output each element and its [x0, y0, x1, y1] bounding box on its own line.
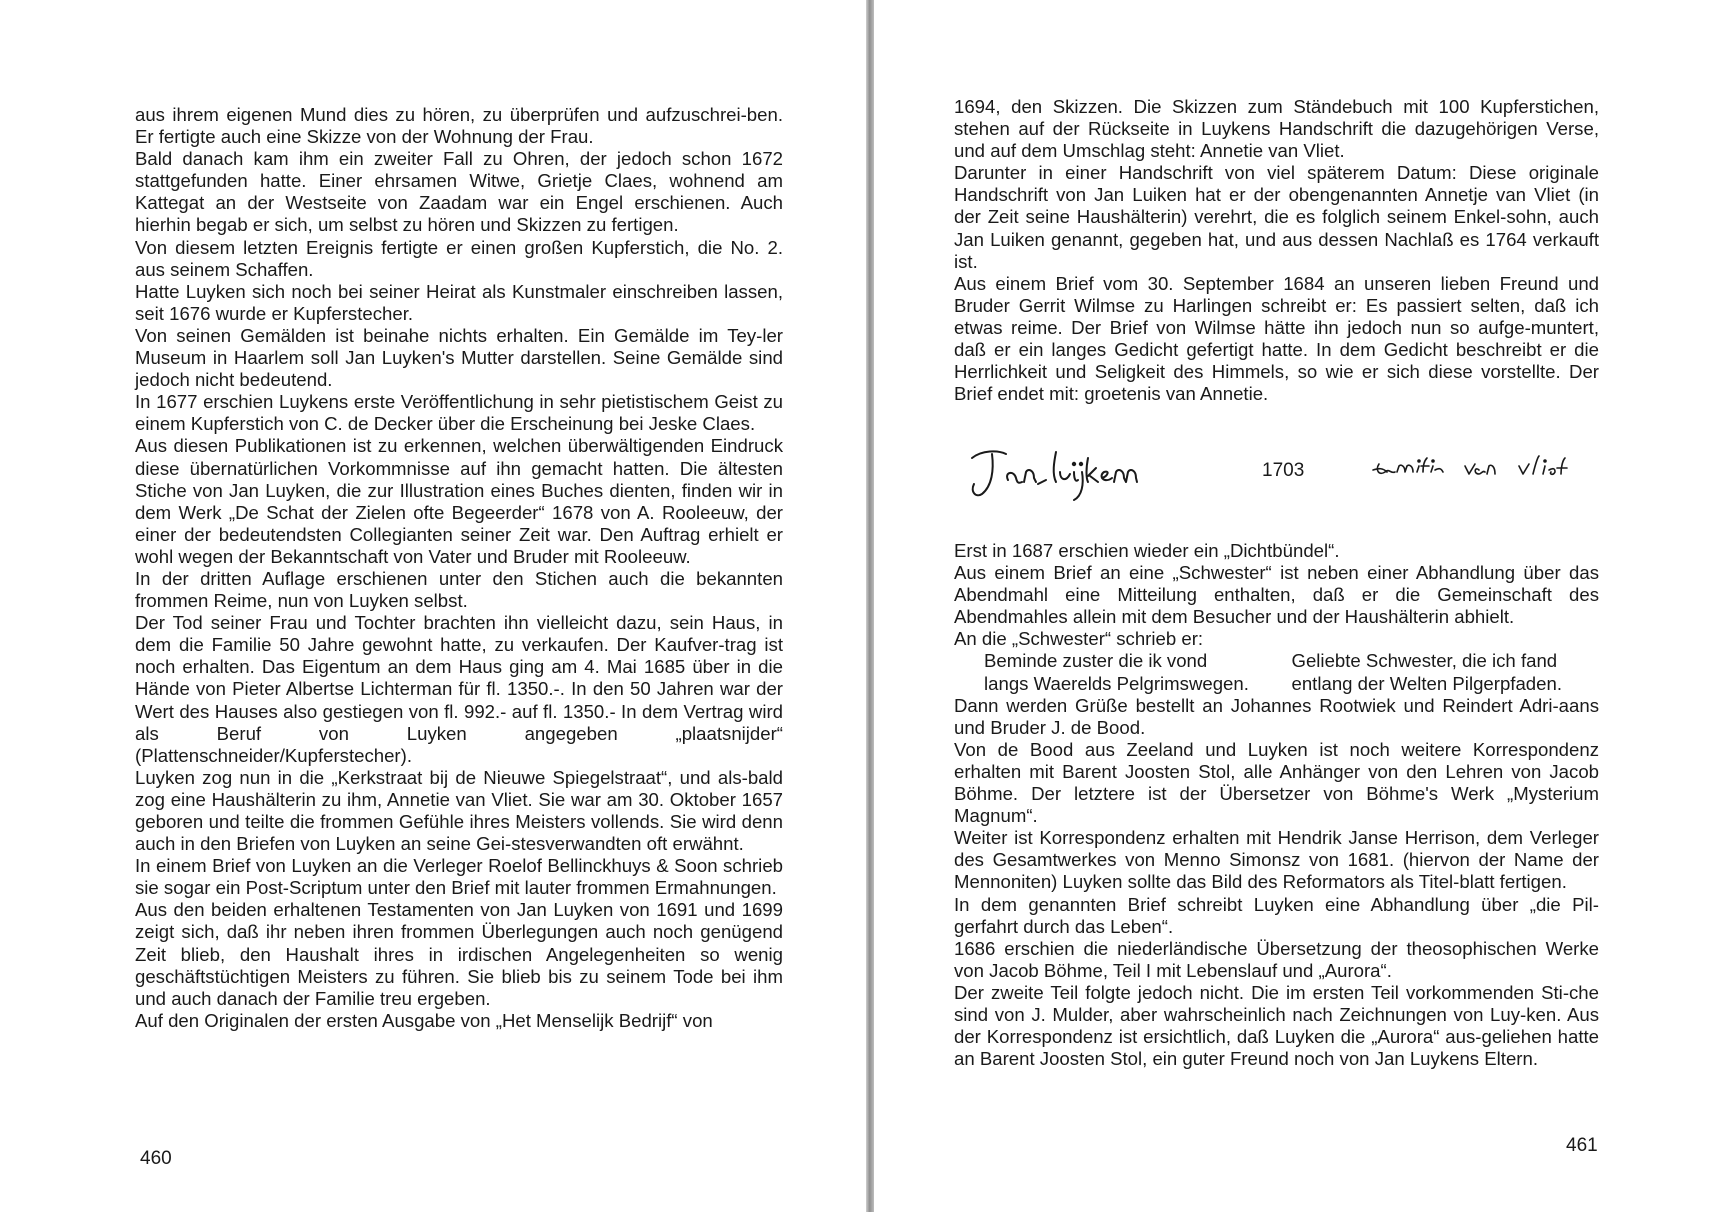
paragraph: Weiter ist Korrespondenz erhalten mit Hendrik Janse Herrison, dem Verleger des Gesamtwerkes von Menno Simonsz von 1681. (hiervon der Name der Mennoniten) Luyken sollte das Bild des Reformators als Titel-blatt fertigen. [954, 827, 1599, 893]
paragraph: An die „Schwester“ schrieb er: [954, 628, 1204, 650]
poem-quote [954, 650, 1599, 694]
poem-line: Geliebte Schwester, die ich fand [1291, 650, 1558, 672]
signature-year: 1703 [1262, 460, 1305, 481]
paragraph: In dem genannten Brief schreibt Luyken eine Abhandlung über „die Pil-gerfahrt durch das Leben“. [954, 893, 1599, 937]
left-page-text [135, 104, 783, 1032]
page-number-right: 461 [1566, 1135, 1598, 1156]
poem-german [1292, 650, 1600, 694]
page-number-left: 460 [140, 1148, 172, 1169]
paragraph: Von seinen Gemälden ist beinahe nichts erhalten. Ein Gemälde im Tey-ler Museum in Haarlem soll Jan Luyken's Mutter darstellen. Seine Gemälde sind jedoch nicht bedeutend. [135, 324, 783, 391]
paragraph: Erst in 1687 erschien wieder ein „Dichtbündel“. [954, 540, 1340, 561]
paragraph: Hatte Luyken sich noch bei seiner Heirat als Kunstmaler einschreiben lassen, seit 1676 wurde er Kupferstecher. [135, 280, 783, 324]
paragraph: Der zweite Teil folgte jedoch nicht. Die im ersten Teil vorkommenden Sti-che sind von J. Mulder, aber wahrscheinlich nach Zeichnungen von Luy-ken. Aus der Korrespondenz ist ersichtlich, daß Luyken die „Aurora“ aus-geliehen hatte an Barent Joosten Stol, ein guter Freund noch von Jan Luykens Eltern. [954, 981, 1599, 1070]
poem-line: entlang der Welten Pilgerpfaden. [1291, 672, 1562, 694]
poem-dutch [984, 650, 1292, 694]
right-page-text-top [954, 96, 1599, 405]
paragraph: Aus diesen Publikationen ist zu erkennen, welchen überwältigenden Eindruck diese übernatürlichen Vorkommnisse auf ihn gemacht hatten. Die ältesten Stiche von Jan Luyken, die zur Illustration eines Buches dienten, finden wir in dem Werk „De Schat der Zielen ofte Begeerder“ 1678 von A. Rooleeuw, der einer der bedeutendsten Collegianten seiner Zeit war. Den Auftrag erhielt er wohl wegen der Bekanntschaft von Vater und Bruder mit Rooleeuw. [135, 435, 783, 567]
paragraph: Von diesem letzten Ereignis fertigte er einen großen Kupferstich, die No. 2. aus seinem Schaffen. [135, 236, 783, 280]
paragraph: 1694, den Skizzen. Die Skizzen zum Ständebuch mit 100 Kupferstichen, stehen auf der Rückseite in Luykens Handschrift die dazugehörigen Verse, und auf dem Umschlag steht: Annetie van Vliet. [954, 96, 1599, 162]
paragraph: Dann werden Grüße bestellt an Johannes Rootwiek und Reindert Adri-aans und Bruder J. de Bood. [954, 694, 1599, 738]
paragraph: In 1677 erschien Luykens erste Veröffentlichung in sehr pietistischem Geist zu einem Kupferstich von C. de Decker über die Erscheinung bei Jeske Claes. [135, 391, 783, 435]
signature-annitie-van-vliet [1369, 446, 1584, 486]
poem-line: Beminde zuster die ik vond [984, 650, 1208, 672]
signature-jan-luyken [964, 440, 1139, 506]
paragraph: Bald danach kam ihm ein zweiter Fall zu Ohren, der jedoch schon 1672 stattgefunden hatte. Einer ehrsamen Witwe, Grietje Claes, wohnend am Kattegat an der Westseite von Zaadam war ein Engel erschienen. Auch hierhin begab er sich, um selbst zu hören und Skizzen zu fertigen. [135, 148, 783, 236]
signature-row [964, 440, 1604, 510]
right-page [874, 0, 1719, 1212]
paragraph: Aus einem Brief vom 30. September 1684 an unseren lieben Freund und Bruder Gerrit Wilmse zu Harlingen schreibt er: Es passiert selten, daß ich etwas reime. Der Brief von Wilmse hätte ihn jedoch nun so aufge-muntert, daß er ein langes Gedicht gefertigt hatte. In dem Gedicht beschreibt er die Herrlichkeit und Seligkeit des Himmels, so wie er sich diese vorstellte. Der Brief endet mit: groetenis van Annetie. [954, 272, 1599, 405]
paragraph: Luyken zog nun in die „Kerkstraat bij de Nieuwe Spiegelstraat“, und als-bald zog eine Haushälterin zu ihm, Annetie van Vliet. Sie war am 30. Oktober 1657 geboren und teilte die frommen Gefühle ihres Meisters vollends. Sie wird denn auch in den Briefen von Luyken an seine Gei-stesverwandten oft erwähnt. [135, 766, 783, 855]
paragraph: Darunter in einer Handschrift von viel späterem Datum: Diese originale Handschrift von Jan Luiken hat er der obengenannten Annetje van Vliet (in der Zeit seine Haushälterin) verehrt, die es folglich seinem Enkel-sohn, auch Jan Luiken genannt, gegeben hat, und aus dessen Nachlaß es 1764 verkauft ist. [954, 162, 1599, 272]
book-gutter [866, 0, 874, 1212]
paragraph: Aus den beiden erhaltenen Testamenten von Jan Luyken von 1691 und 1699 zeigt sich, daß ihr neben ihren frommen Überlegungen auch noch genügend Zeit blieb, den Haushalt ihres in irdischen Angelegenheiten so wenig geschäftstüchtigen Meisters zu führen. Sie blieb bis zu seinem Tode bei ihm und auch danach der Familie treu ergeben. [135, 899, 783, 1009]
paragraph: 1686 erschien die niederländische Übersetzung der theosophischen Werke von Jacob Böhme, Teil I mit Lebenslauf und „Aurora“. [954, 937, 1599, 981]
right-page-text-bottom [954, 540, 1599, 1070]
poem-line: langs Waerelds Pelgrimswegen. [984, 672, 1249, 694]
paragraph: Von de Bood aus Zeeland und Luyken ist noch weitere Korrespondenz erhalten mit Barent Joosten Stol, alle Anhänger von den Lehren von Jacob Böhme. Der letztere ist der Übersetzer von Böhme's Werk „Mysterium Magnum“. [954, 738, 1599, 827]
paragraph: Der Tod seiner Frau und Tochter brachten ihn vielleicht dazu, sein Haus, in dem die Familie 50 Jahre gewohnt hatte, zu verkaufen. Der Kaufver-trag ist noch erhalten. Das Eigentum an dem Haus ging am 4. Mai 1685 über in die Hände von Pieter Albertse Lichterman für fl. 1350.-. In den 50 Jahren war der Wert des Hauses also gestiegen von fl. 992.- auf fl. 1350.- In dem Vertrag wird als Beruf von Luyken angegeben „plaatsnijder“ (Plattenschneider/Kupferstecher). [135, 612, 783, 766]
paragraph: Aus einem Brief an eine „Schwester“ ist neben einer Abhandlung über das Abendmahl eine Mitteilung enthalten, daß er die Gemeinschaft des Abendmahles allein mit dem Besucher und der Haushälterin abhielt. [954, 562, 1599, 628]
paragraph: aus ihrem eigenen Mund dies zu hören, zu überprüfen und aufzuschrei-ben. Er fertigte auch eine Skizze von der Wohnung der Frau. [135, 104, 783, 148]
paragraph: In einem Brief von Luyken an die Verleger Roelof Bellinckhuys & Soon schrieb sie sogar ein Post-Scriptum unter den Brief mit lauter frommen Ermahnungen. [135, 855, 783, 899]
paragraph: In der dritten Auflage erschienen unter den Stichen auch die bekannten frommen Reime, nun von Luyken selbst. [135, 567, 783, 612]
paragraph: Auf den Originalen der ersten Ausgabe von „Het Menselijk Bedrijf“ von [135, 1009, 713, 1031]
